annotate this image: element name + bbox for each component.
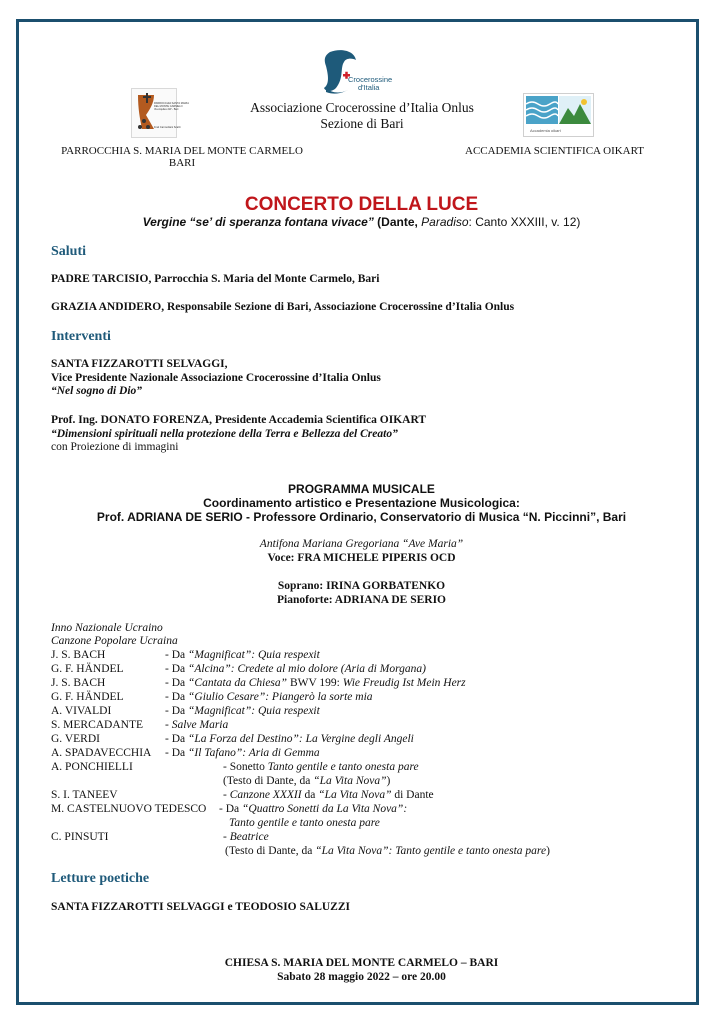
speaker-talk-title: “Dimensioni spirituali nella protezione della Terra e Bellezza del Creato” bbox=[51, 428, 398, 440]
logo-text-line: d'Italia bbox=[358, 83, 380, 92]
section-heading-saluti: Saluti bbox=[51, 244, 87, 259]
composer: G. F. HÄNDEL bbox=[51, 691, 124, 703]
piece-title: “Il Tafano”: Aria di Gemma bbox=[188, 747, 320, 759]
oikart-landscape-icon bbox=[524, 94, 593, 128]
academy-name: ACCADEMIA SCIENTIFICA OIKART bbox=[465, 145, 645, 157]
composer: J. S. BACH bbox=[51, 677, 106, 689]
piano-performer: Pianoforte: ADRIANA DE SERIO bbox=[277, 594, 446, 606]
speaker-talk-title: “Nel sogno di Dio” bbox=[51, 385, 143, 397]
antifona-title: Antifona Mariana Gregoriana “Ave Maria” bbox=[259, 538, 464, 550]
composer: A. PONCHIELLI bbox=[51, 761, 133, 773]
concert-subtitle bbox=[100, 215, 623, 229]
association-section: Sezione di Bari bbox=[320, 116, 404, 131]
crocerossine-logo-text bbox=[348, 76, 392, 92]
piece-prefix: - bbox=[223, 789, 230, 801]
piece-subtitle: Tanto gentile e tanto onesta pare bbox=[229, 817, 380, 829]
speaker-note: con Proiezione di immagini bbox=[51, 441, 179, 453]
event-date: Sabato 28 maggio 2022 – ore 20.00 bbox=[277, 971, 446, 983]
oikart-logo-text: Accademia oikart bbox=[530, 128, 561, 133]
speaker-name: SANTA FIZZAROTTI SELVAGGI, bbox=[51, 358, 228, 370]
parish-name: PARROCCHIA S. MARIA DEL MONTE CARMELO bbox=[61, 145, 303, 157]
composer: G. F. HÄNDEL bbox=[51, 663, 124, 675]
speaker-name: Prof. Ing. DONATO FORENZA, Presidente Accademia Scientifica OIKART bbox=[51, 414, 427, 426]
piece-prefix: - Da bbox=[165, 747, 188, 759]
piece-catalog: BWV 199: bbox=[287, 677, 343, 689]
parish-city: BARI bbox=[168, 157, 196, 169]
piece-prefix: - Da bbox=[165, 677, 188, 689]
concert-title: CONCERTO DELLA LUCE bbox=[244, 194, 479, 215]
composer: S. I. TANEEV bbox=[51, 789, 118, 801]
piece-title: “Quattro Sonetti da La Vita Nova”: bbox=[242, 803, 408, 815]
piece-prefix: - Da bbox=[165, 663, 188, 675]
composer: J. S. BACH bbox=[51, 649, 106, 661]
readers-names: SANTA FIZZAROTTI SELVAGGI e TEODOSIO SALUZZI bbox=[51, 901, 350, 913]
piece-note-close: ) bbox=[546, 845, 550, 857]
composer: S. MERCADANTE bbox=[51, 719, 144, 731]
soprano-performer: Soprano: IRINA GORBATENKO bbox=[277, 580, 446, 592]
section-heading-letture: Letture poetiche bbox=[51, 871, 150, 886]
piece-prefix: - bbox=[223, 831, 230, 843]
oikart-logo bbox=[523, 93, 594, 137]
piece-title: Tanto gentile e tanto onesta pare bbox=[267, 761, 419, 773]
logo-text-line: Frati Carmelitani Scalzi bbox=[154, 125, 181, 129]
piece-author: di Dante bbox=[391, 789, 434, 801]
crocerossine-emblem-icon bbox=[318, 48, 408, 100]
logo-text-line: DEL MONTE CARMELO bbox=[154, 105, 183, 109]
piece-prefix: - Da bbox=[165, 691, 188, 703]
piece-title: “La Forza del Destino”: La Vergine degli Angeli bbox=[188, 733, 414, 745]
piece-title: “Giulio Cesare”: Piangerò la sorte mia bbox=[188, 691, 373, 703]
program-heading: PROGRAMMA MUSICALE bbox=[288, 482, 435, 496]
piece-title: “Cantata da Chiesa” bbox=[188, 677, 288, 689]
piece-prefix: - Da bbox=[165, 705, 188, 717]
parish-logo-text bbox=[154, 102, 189, 129]
subtitle-citation-rest: : Canto XXXIII, v. 12) bbox=[468, 215, 581, 229]
section-heading-interventi: Interventi bbox=[51, 329, 111, 344]
composer: A. VIVALDI bbox=[51, 705, 112, 717]
piece-prefix: - Da bbox=[219, 803, 242, 815]
piece-source: “La Vita Nova” bbox=[318, 789, 392, 801]
composer: M. CASTELNUOVO TEDESCO bbox=[51, 803, 207, 815]
piece-title: “Magnificat”: Quia respexit bbox=[188, 649, 320, 661]
piece-title: Beatrice bbox=[229, 831, 269, 843]
subtitle-quote: Vergine “se’ di speranza fontana vivace” bbox=[142, 215, 374, 229]
parish-logo bbox=[131, 88, 189, 138]
piece-note: (Testo di Dante, da bbox=[225, 845, 316, 857]
logo-text-line: Via Aquiles 2W - Bari bbox=[154, 108, 179, 112]
greeting-line: PADRE TARCISIO, Parrocchia S. Maria del Monte Carmelo, Bari bbox=[51, 273, 380, 285]
piece-source: “La Vita Nova” bbox=[313, 775, 387, 787]
program-coordinator: Prof. ADRIANA DE SERIO - Professore Ordinario, Conservatorio di Musica “N. Piccinni”, Bari bbox=[96, 510, 627, 524]
subtitle-work: Paradiso bbox=[421, 215, 469, 229]
piece-title: Salve Maria bbox=[171, 719, 229, 731]
piece-source: “La Vita Nova”: Tanto gentile e tanto onesta pare bbox=[315, 845, 547, 857]
piece-note-close: ) bbox=[386, 775, 391, 787]
subtitle-citation-open: (Dante, bbox=[373, 215, 422, 229]
piece-note: (Testo di Dante, da bbox=[223, 775, 314, 787]
composer: A. SPADAVECCHIA bbox=[51, 747, 152, 759]
association-name: Associazione Crocerossine d’Italia Onlus bbox=[250, 100, 474, 115]
program-coordination: Coordinamento artistico e Presentazione Musicologica: bbox=[203, 496, 520, 510]
piece-prefix: - Da bbox=[165, 649, 188, 661]
greeting-line: GRAZIA ANDIDERO, Responsabile Sezione di Bari, Associazione Crocerossine d’Italia Onlus bbox=[51, 301, 515, 313]
piece-aria: Wie Freudig Ist Mein Herz bbox=[342, 677, 466, 689]
piece-connector: da bbox=[301, 789, 319, 801]
anthem-title: Inno Nazionale Ucraino bbox=[51, 622, 163, 634]
piece-title: Canzone XXXII bbox=[229, 789, 302, 801]
piece-title: “Magnificat”: Quia respexit bbox=[188, 705, 320, 717]
logo-text-line: PARROCCHIA SANTA MARIA bbox=[154, 102, 189, 105]
venue: CHIESA S. MARIA DEL MONTE CARMELO – BARI bbox=[224, 957, 499, 969]
speaker-role: Vice Presidente Nazionale Associazione Crocerossine d’Italia Onlus bbox=[51, 372, 381, 384]
crocerossine-logo bbox=[318, 48, 408, 100]
composer: G. VERDI bbox=[51, 733, 100, 745]
piece-title: “Alcina”: Credete al mio dolore (Aria di Morgana) bbox=[188, 663, 426, 675]
logo-text-line: Crocerossine bbox=[348, 75, 393, 84]
piece-prefix: - bbox=[165, 719, 172, 731]
piece-prefix: - Da bbox=[165, 733, 188, 745]
composer: C. PINSUTI bbox=[51, 831, 109, 843]
folk-song-title: Canzone Popolare Ucraina bbox=[51, 635, 178, 647]
voice-performer: Voce: FRA MICHELE PIPERIS OCD bbox=[267, 552, 456, 564]
piece-prefix: - Sonetto bbox=[223, 761, 268, 773]
